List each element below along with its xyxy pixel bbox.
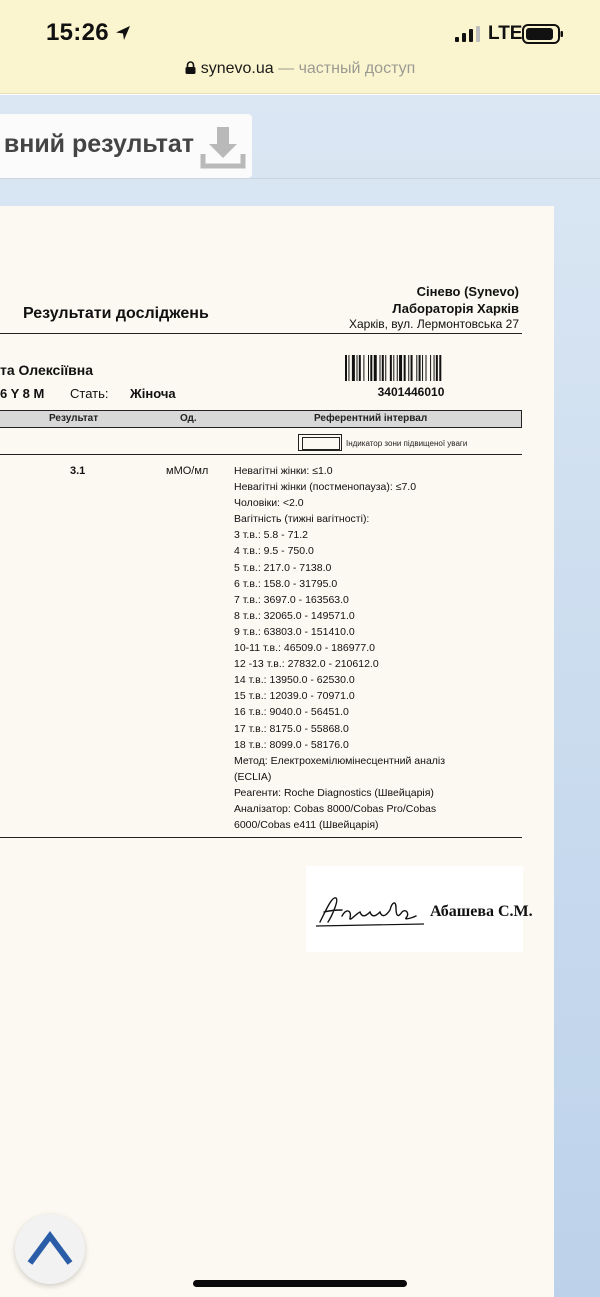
reference-line: 7 т.в.: 3697.0 - 163563.0 (234, 593, 349, 606)
scroll-to-top-button[interactable] (15, 1214, 85, 1284)
header-result: Результат (49, 413, 99, 424)
home-indicator[interactable] (193, 1280, 407, 1287)
reference-line: 17 т.в.: 8175.0 - 55868.0 (234, 722, 349, 735)
address-bar[interactable] (0, 60, 600, 78)
handwritten-signature (312, 888, 432, 930)
attention-indicator-box (298, 434, 342, 451)
barcode-image (345, 355, 477, 381)
barcode-bar (345, 355, 347, 381)
barcode-bar (416, 355, 417, 381)
reference-line: Реагенти: Roche Diagnostics (Швейцарія) (234, 786, 434, 799)
result-document (0, 206, 554, 1297)
barcode-bar (434, 355, 435, 381)
reference-line: 14 т.в.: 13950.0 - 62530.0 (234, 674, 355, 687)
barcode-bar (359, 355, 361, 381)
reference-line: 8 т.в.: 32065.0 - 149571.0 (234, 609, 355, 622)
patient-name: та Олексіївна (0, 362, 94, 378)
network-type: LTE (488, 23, 523, 44)
reference-line: Чоловіки: <2.0 (234, 497, 304, 510)
result-unit: мМО/мл (166, 465, 209, 477)
barcode-bar (426, 355, 427, 381)
barcode-bar (393, 355, 394, 381)
reference-interval-list (234, 463, 524, 833)
download-result-button[interactable] (0, 114, 252, 178)
reference-line: 6000/Cobas e411 (Швейцарія) (234, 819, 379, 832)
lab-address: Харків, вул. Лермонтовська 27 (349, 317, 519, 331)
reference-line: Невагітні жінки: ≤1.0 (234, 465, 333, 477)
reference-line: Вагітність (тижні вагітності): (234, 513, 370, 526)
barcode-bar (374, 355, 377, 381)
reference-line: 10-11 т.в.: 46509.0 - 186977.0 (234, 642, 375, 655)
browser-top-bar (0, 0, 600, 94)
reference-line: Метод: Електрохемілюмінесцентний аналіз (234, 754, 446, 767)
signature-name: Абашева С.М. (430, 903, 533, 920)
barcode-bar (385, 355, 386, 381)
battery-icon (522, 24, 564, 44)
chevron-up-icon (27, 1230, 73, 1268)
barcode-bar (363, 355, 364, 381)
barcode-bar (382, 355, 384, 381)
location-arrow-icon (114, 24, 132, 42)
barcode-bar (352, 355, 355, 381)
lab-branch: Лабораторія Харків (392, 301, 519, 316)
signal-bars-icon (455, 26, 481, 42)
barcode-bar (399, 355, 402, 381)
reference-line: Аналізатор: Cobas 8000/Cobas Pro/Cobas (234, 802, 437, 815)
signature-block (306, 866, 533, 952)
lock-icon (185, 61, 196, 74)
reference-line: Невагітні жінки (постменопауза): ≤7.0 (234, 481, 417, 494)
lab-info (349, 284, 519, 332)
barcode-bar (380, 355, 381, 381)
barcode-bar (436, 355, 438, 381)
reference-line: 5 т.в.: 217.0 - 7138.0 (234, 561, 332, 574)
status-time: 15:26 (46, 19, 109, 46)
barcode-number: 3401446010 (377, 385, 445, 399)
barcode-bar (397, 355, 398, 381)
barcode-bar (404, 355, 406, 381)
barcode-bar (390, 355, 392, 381)
sex-label: Стать: (70, 386, 109, 401)
result-value: 3.1 (70, 465, 86, 477)
barcode-bar (408, 355, 409, 381)
patient-age: 6 Y 8 M (0, 386, 45, 401)
download-result-label: вний результат (3, 130, 194, 158)
reference-line: 18 т.в.: 8099.0 - 58176.0 (234, 738, 349, 751)
barcode-bar (439, 355, 441, 381)
document-title: Результати досліджень (23, 305, 209, 322)
table-subrule (0, 454, 522, 455)
lab-name: Сінево (Synevo) (416, 284, 519, 299)
results-table-header (0, 410, 522, 428)
reference-line: 12 -13 т.в.: 27832.0 - 210612.0 (234, 658, 379, 671)
attention-indicator-text: Індикатор зони підвищеної уваги (346, 439, 468, 448)
barcode-bar (419, 355, 421, 381)
reference-line: 6 т.в.: 158.0 - 31795.0 (234, 577, 338, 590)
address-domain: synevo.ua (200, 60, 274, 77)
reference-line: 9 т.в.: 63803.0 - 151410.0 (234, 625, 355, 638)
reference-line: 15 т.в.: 12039.0 - 70971.0 (234, 690, 355, 703)
barcode-bar (422, 355, 423, 381)
barcode-bar (348, 355, 349, 381)
table-bottom-rule (0, 837, 522, 838)
reference-line: 16 т.в.: 9040.0 - 56451.0 (234, 706, 349, 719)
barcode-bar (411, 355, 413, 381)
barcode-bar (357, 355, 358, 381)
header-rule (0, 333, 522, 334)
header-unit: Од. (180, 413, 197, 424)
barcode-bar (368, 355, 369, 381)
header-reference: Референтний інтервал (314, 413, 428, 424)
reference-line: 3 т.в.: 5.8 - 71.2 (234, 529, 309, 542)
download-icon (200, 124, 246, 170)
barcode-bar (370, 355, 372, 381)
address-note: — частный доступ (273, 60, 416, 77)
reference-line: (ECLIA) (234, 770, 272, 783)
sex-value: Жіноча (130, 386, 176, 401)
divider-line (0, 178, 600, 179)
reference-line: 4 т.в.: 9.5 - 750.0 (234, 545, 314, 558)
barcode-bar (430, 355, 431, 381)
